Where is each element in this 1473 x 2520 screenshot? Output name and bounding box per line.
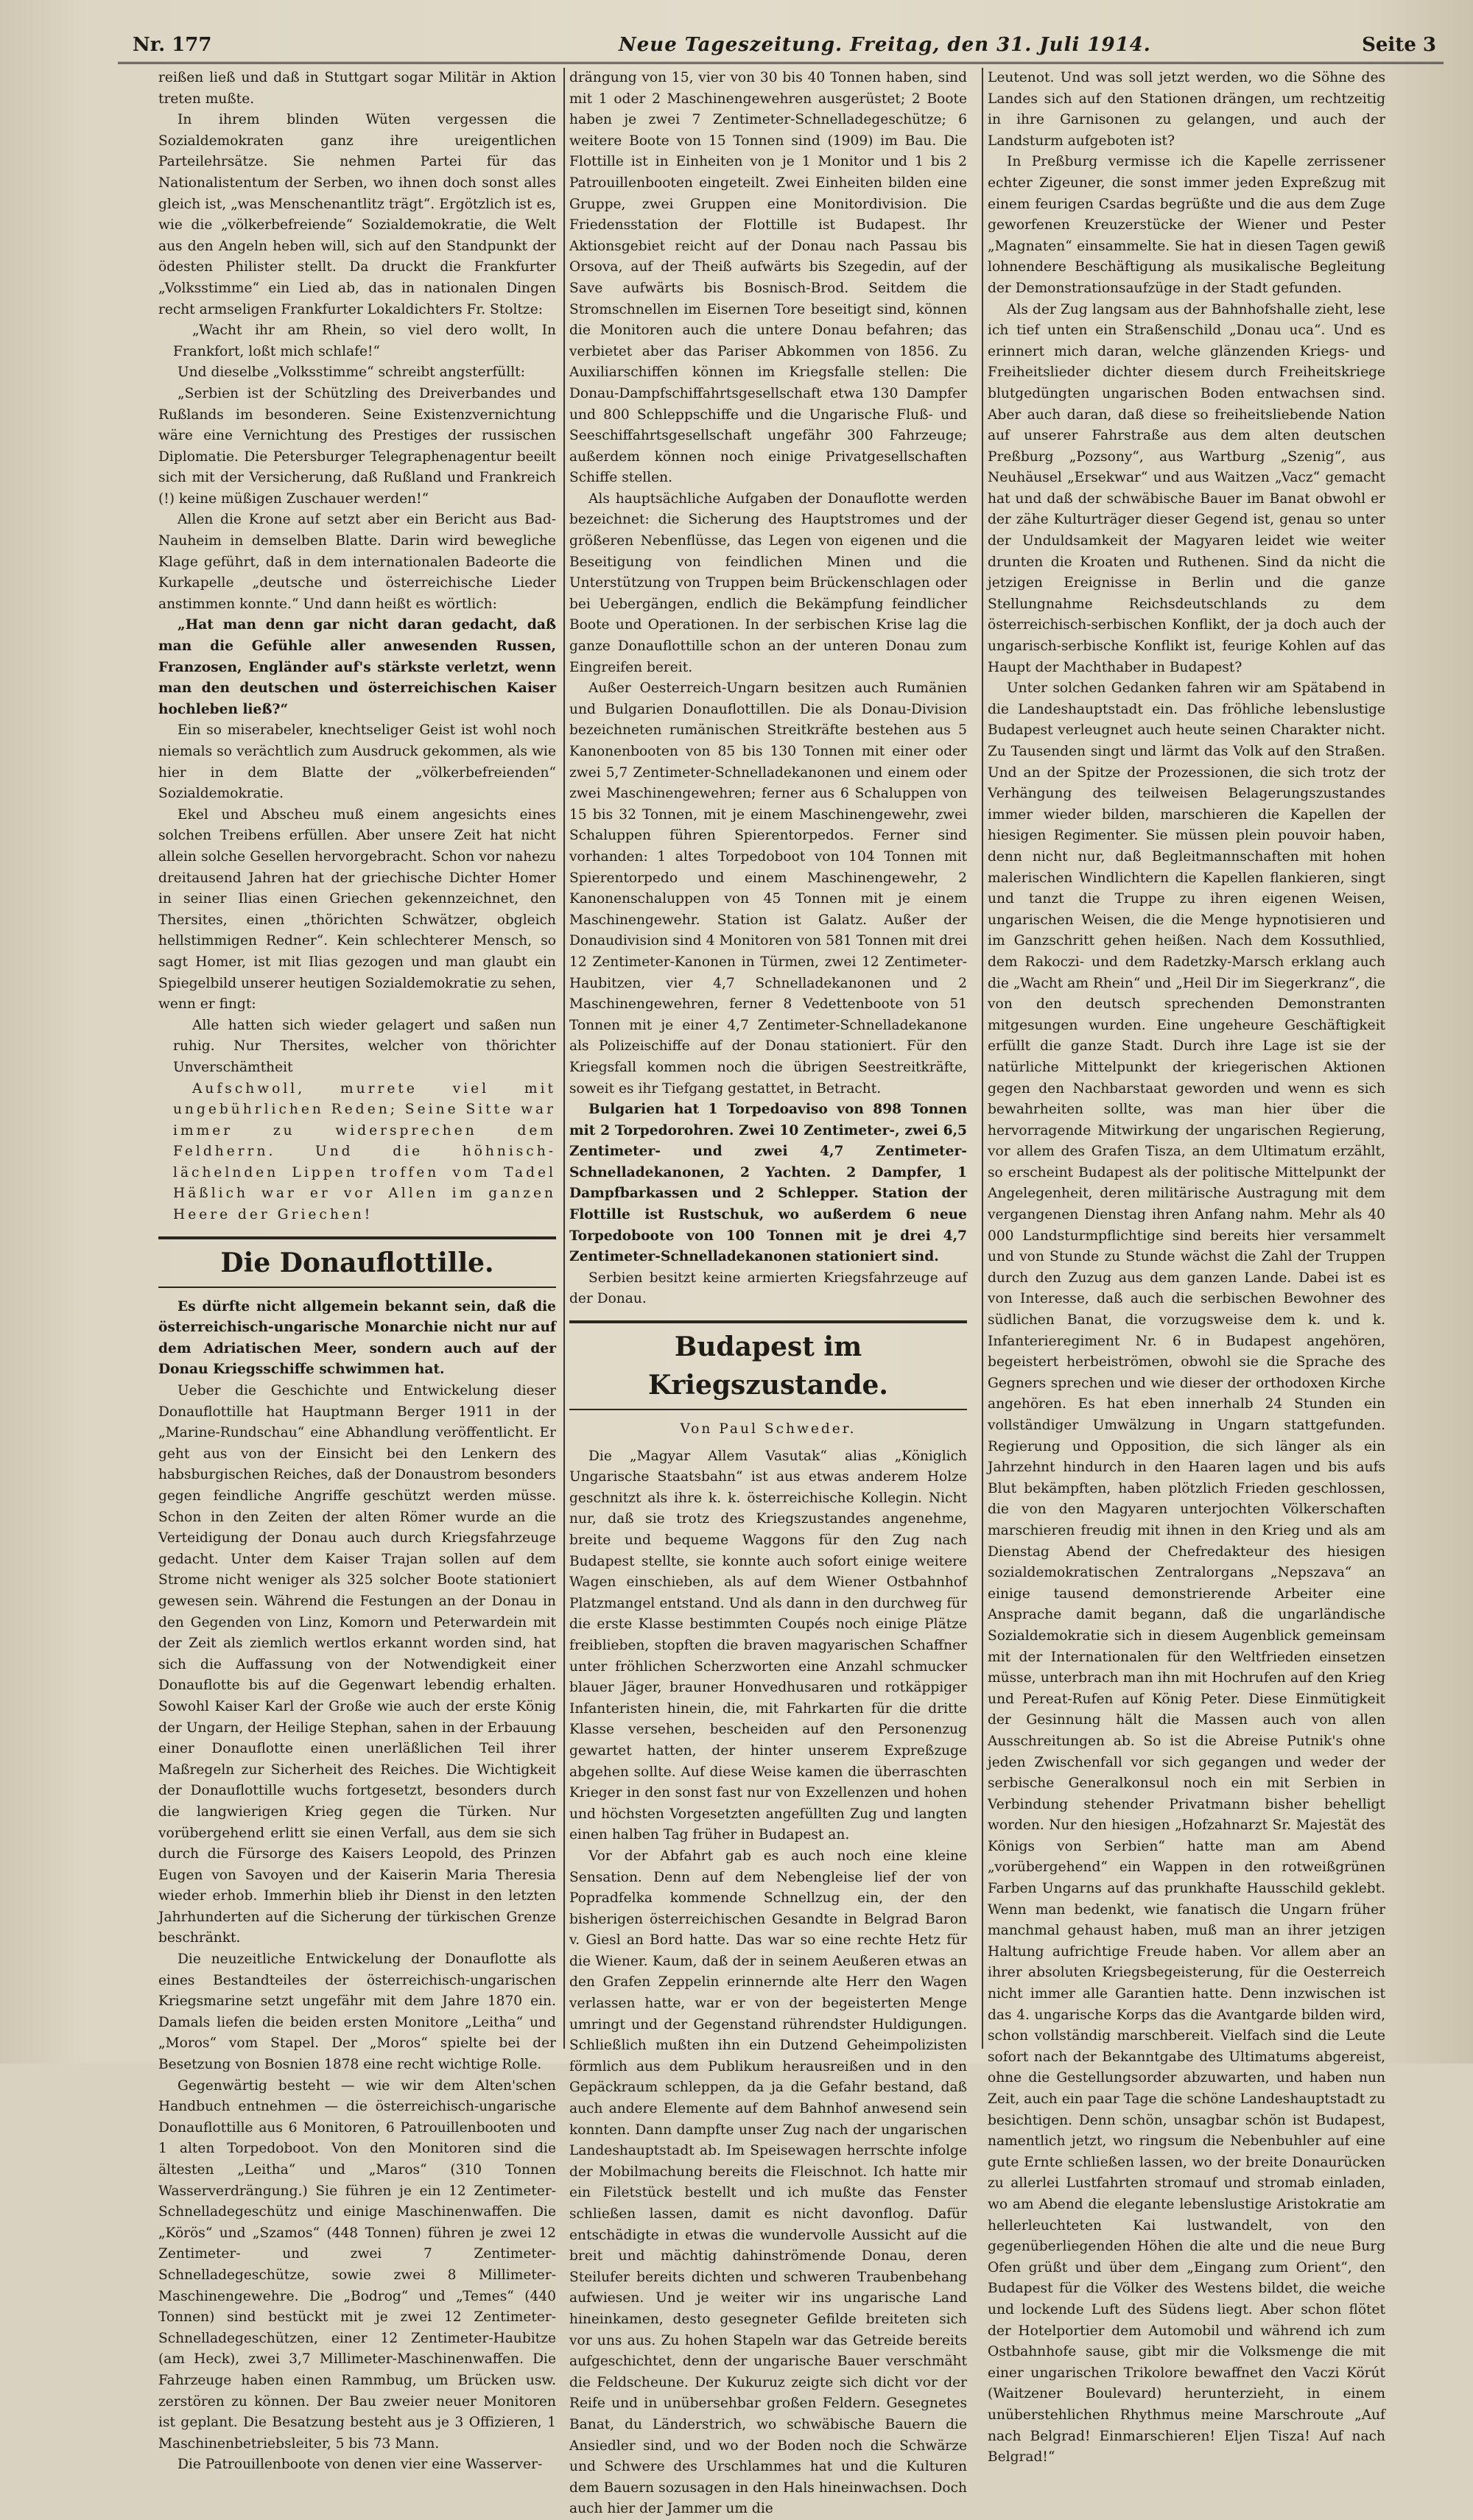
homer-verse: Aufschwoll, murrete viel mit ungebührlichen Reden; Seine Sitte war immer zu widersprechen dem Feldherrn. Und die höhnisch-lächelnden Lippen troffen vom Tadel Häßlich war er vor Allen im ganzen Heere der Griechen! (173, 1080, 556, 1223)
column-1 (158, 68, 556, 2473)
paragraph: Allen die Krone auf setzt aber ein Bericht aus Bad-Nauheim in demselben Blatte. Darin wird bewegliche Klage geführt, daß in dem internationalen Badeorte die Kurkapelle „deutsche und österreichische Lieder anstimmen konnte.“ Und dann heißt es wörtlich: (158, 512, 556, 612)
paragraph: Und dieselbe „Volksstimme“ schreibt angsterfüllt: (177, 365, 525, 381)
paragraph: Serbien besitzt keine armierten Kriegsfahrzeuge auf der Donau. (569, 1270, 967, 1307)
paragraph: In ihrem blinden Wüten vergessen die Sozialdemokraten ganz ihre ureigentlichen Parteilehrsätze. Sie nehmen Partei für das Nationalistentum der Serben, wo ihnen doch sonst alles gleich ist, „was Menschenantlitz trägt“. Ergötzlich ist es, wie die „völkerbefreiende“ Sozialdemokratie, die Welt aus den Angeln heben will, sich auf den Standpunkt der ödesten Philister stellt. Da druckt die Frankfurter „Volksstimme“ ein Lied ab, das in nationalen Dingen recht armseligen Frankfurter Lokaldichters Fr. Stoltze: (158, 112, 556, 317)
paragraph: Gegenwärtig besteht — wie wir dem Alten'schen Handbuch entnehmen — die österreichisch-ungarische Donauflottille aus 6 Monitoren, 6 Patrouillenbooten und 1 alten Torpedoboot. Von den Monitoren sind die ältesten „Leitha“ und „Maros“ (310 Tonnen Wasserverdrängung.) Sie führen je ein 12 Zentimeter-Schnelladegeschütz und einige Maschinenwaffen. Die „Körös“ und „Szamos“ (448 Tonnen) führen je zwei 12 Zentimeter- und zwei 7 Zentimeter-Schnelladegeschütze, sowie zwei 8 Millimeter-Maschinengewehre. Die „Bodrog“ und „Temes“ (440 Tonnen) sind bestückt mit je zwei 12 Zentimeter-Schnelladegeschützen, einer 12 Zentimeter-Haubitze (am Heck), zwei 3,7 Millimeter-Maschinenwaffen. Die Fahrzeuge haben einen Rammbug, um Brücken usw. zerstören zu können. Der Bau zweier neuer Monitoren ist geplant. Die Besatzung besteht aus je 3 Offizieren, 1 Maschinenbetriebsleiter, 5 bis 73 Mann. (158, 2077, 556, 2452)
column-3 (988, 68, 1385, 2466)
paragraph: drängung von 15, vier von 30 bis 40 Tonnen haben, sind mit 1 oder 2 Maschinengewehren ausgerüstet; 2 Boote haben je zwei 7 Zentimeter-Schnelladegeschütze; 6 weitere Boote von 15 Tonnen sind (1909) im Bau. Die Flottille ist in Einheiten von je 1 Monitor und 1 bis 2 Patrouillenbooten eingeteilt. Zwei Einheiten bilden eine Gruppe, zwei Gruppen eine Monitordivision. Die Friedensstation der Flottille ist Budapest. Ihr Aktionsgebiet reicht auf der Donau nach Passau bis Orsova, auf der Theiß aufwärts bis Szegedin, auf der Save aufwärts bis Bosnisch-Brod. Seitdem die Stromschnellen im Eisernen Tore beseitigt sind, können die Monitoren auch die untere Donau befahren; das verbietet aber das Pariser Abkommen von 1856. Zu Auxiliarschiffen können im Kriegsfalle stellen: Die Donau-Dampfschiffahrtsgesellschaft etwa 130 Dampfer und 800 Schleppschiffe und die Ungarische Fluß- und Seeschiffahrtsgesellschaft ungefähr 300 Fahrzeuge; außerdem können noch einige Privatgesellschaften Schiffe stellen. (569, 70, 967, 486)
paragraph: Als der Zug langsam aus der Bahnhofshalle zieht, lese ich tief unten ein Straßenschild „Donau uca“. Und es erinnert mich daran, welche glänzenden Kriegs- und Freiheitslieder dichter diesem durch Freiheitskriege blutgedüngten ungarischen Boden entwachsen sind. Aber auch daran, daß diese so freiheitsliebende Nation auf unserer Fahrstraße aus dem alten deutschen Preßburg „Pozsony“, aus Wartburg „Szenig“, aus Neuhäusel „Ersekwar“ und aus Waitzen „Vacz“ gemacht hat und daß der schwäbische Bauer im Banat obwohl er der zähe Kulturträger dieser Gegend ist, genau so unter der Unduldsamkeit der Magyaren leidet wie weiter drunten die Kroaten und Ruthenen. Sind da nicht die jetzigen Ereignisse in Berlin und die ganze Stellungnahme Reichsdeutschlands zu dem österreichisch-serbischen Konflikt, der ja doch auch der ungarisch-serbische Konflikt ist, feurige Kohlen auf das Haupt der Machthaber in Budapest? (988, 301, 1385, 675)
paragraph: Die „Magyar Allem Vasutak“ alias „Königlich Ungarische Staatsbahn“ ist aus etwas anderem Holze geschnitzt als ihre k. k. österreichische Kollegin. Nicht nur, daß sie trotz des Kriegszustandes angenehme, breite und bequeme Waggons für den Zug nach Budapest stellte, sie konnte auch sofort einige weitere Wagen einschieben, als auf dem Wiener Ostbahnhof Platzmangel entstand. Und als dann in den durchweg für die erste Klasse bestimmten Coupés noch einige Plätze freiblieben, stopften die braven magyarischen Schaffner unter fröhlichen Scherzworten eine Anzahl schmucker blauer Jäger, brauner Honvedhusaren und rotkäppiger Infanteristen hinein, die, mit Fahrkarten für die dritte Klasse versehen, bescheiden auf den Personenzug gewartet hatten, der hinter unserem Expreßzuge abgehen sollte. Auf diese Weise kamen die überraschten Krieger in den sonst fast nur von Exzellenzen und hohen und höchsten Vorgesetzten angefüllten Zug und langten einen halben Tag früher in Budapest an. (569, 1448, 967, 1843)
issue-number: Nr. 177 (133, 34, 212, 56)
paragraph: Als hauptsächliche Aufgaben der Donauflotte werden bezeichnet: die Sicherung des Hauptstromes und der größeren Nebenflüsse, das Legen von eigenen und die Beseitigung von feindlichen Minen und die Unterstützung von Truppen beim Brückenschlagen oder bei Uebergängen, endlich die Bekämpfung feindlicher Boote und Operationen. In der serbischen Krise lag die ganze Donauflottille schon an der unteren Donau zum Eingreifen bereit. (569, 490, 967, 675)
paragraph: Die neuzeitliche Entwickelung der Donauflotte als eines Bestandteiles der österreichisch-ungarischen Kriegsmarine setzt ungefähr mit dem Jahre 1870 ein. Damals liefen die beiden ersten Monitore „Leitha“ und „Moros“ vom Stapel. Der „Moros“ spielte bei der Besetzung von Bosnien 1878 eine recht wichtige Rolle. (158, 1951, 556, 2073)
paragraph: Ekel und Abscheu muß einem angesichts eines solchen Treibens erfüllen. Aber unsere Zeit hat nicht allein solche Gesellen hervorgebracht. Schon vor nahezu dreitausend Jahren hat der griechische Dichter Homer in seiner Ilias einen Griechen gekennzeichnet, den Thersites, einen „thörichten Schwätzer, obgleich hellstimmigen Redner“. Kein schlechterer Mensch, so sagt Homer, ist mit Ilias gezogen und man glaubt ein Spiegelbild unserer heutigen Sozialdemokratie zu sehen, wenn er fingt: (158, 806, 556, 1013)
page-number: Seite 3 (1362, 34, 1436, 56)
lead-paragraph: Es dürfte nicht allgemein bekannt sein, daß die österreichisch-ungarische Monarchie nicht nur auf dem Adriatischen Meer, sondern auch auf der Donau Kriegsschiffe schwimmen hat. (158, 1298, 556, 1378)
column-2 (569, 68, 967, 2517)
paragraph: In Preßburg vermisse ich die Kapelle zerrissener echter Zigeuner, die sonst immer jeden Expreßzug mit einem feurigen Csardas begrüßte und die aus dem Zuge geworfenen Kreuzerstücke der Wiener und Pester „Magnaten“ einsammelte. Sie hat in diesen Tagen gewiß lohnendere Beschäftigung als musikalische Begleitung der Demonstrationsaufzüge in der Stadt gefunden. (988, 154, 1385, 296)
article-heading-budapest: Budapest im Kriegszustande. (569, 1320, 967, 1410)
paragraph: Unter solchen Gedanken fahren wir am Spätabend in die Landeshauptstadt ein. Das fröhliche lebenslustige Budapest verleugnet auch heute seinen Charakter nicht. Zu Tausenden singt und lärmt das Volk auf den Straßen. Und an der Spitze der Prozessionen, die sich trotz der Verhängung des teilweisen Belagerungszustandes immer wieder bilden, marschieren die Kapellen der hiesigen Regimenter. Sie müssen plein pouvoir haben, denn nicht nur, daß Begleitmannschaften mit hohen malerischen Windlichtern die Kapellen flankieren, singt und tanzt die Truppe zu ihren eigenen Weisen, ungarischen Weisen, die die Menge hypnotisieren und im Ganzschritt gehen heißen. Nach dem Kossuthlied, dem Rakoczi- und dem Radetzky-Marsch erklang auch die „Wacht am Rhein“ und „Heil Dir im Siegerkranz“, die von den deutsch sprechenden Demonstranten mitgesungen wurden. Eine ungeheure Geschäftigkeit erfüllt die ganze Stadt. Durch ihre Lage ist sie der natürliche Mittelpunkt der kriegerischen Aktionen gegen den Nachbarstaat geworden und wenn es sich bewahrheiten sollte, was man hier über die hervorragende Mitwirkung der ungarischen Regierung, vor allem des Grafen Tisza, an dem Ultimatum erzählt, so erscheint Budapest als der politische Mittelpunkt der Angelegenheit, deren militärische Austragung mit dem vergangenen Dienstag ihren Anfang nahm. Mehr als 40 000 Landsturmpflichtige sind bereits hier versammelt und von Stunde zu Stunde wächst die Zahl der Truppen durch den Zuzug aus dem ganzen Lande. Dabei ist es von Interesse, daß auch die serbischen Bewohner des südlichen Banat, die vorzugsweise dem k. und k. Infanterieregiment Nr. 6 in Budapest angehören, begeistert herbeiströmen, obwohl sie die Sprache des Gegners sprechen und wie dieser der orthodoxen Kirche angehören. Es hat eben innerhalb 24 Stunden ein vollständiger Umwälzung in Ungarn stattgefunden. Regierung und Opposition, die sich länger als ein Jahrzehnt hindurch in den Haaren lagen und bis aufs Blut bekämpften, haben plötzlich Frieden geschlossen, die von den Magyaren unterjochten Völkerschaften marschieren freudig mit ihnen in den Krieg und als am Dienstag Abend der Chefredakteur des hiesigen sozialdemokratischen Zentralorgans „Nepszava“ an einige tausend demonstrierende Arbeiter eine Ansprache damit begann, daß die ungarländische Sozialdemokratie sich in diesem Augenblick gemeinsam mit der Internationalen für den Weltfrieden einsetzen müsse, unterbrach man ihn mit Hochrufen auf den Krieg und Pereat-Rufen auf König Peter. Diese Einmütigkeit der Gesinnung hält die Massen auch von allen Ausschreitungen ab. So ist die Abreise Putnik's ohne jeden Zwischenfall vor sich gegangen und weder der serbische Generalkonsul noch ein mit Serbien in Verbindung stehender Privatmann bisher behelligt worden. Nur den hiesigen „Hofzahnarzt Sr. Majestät des Königs von Serbien“ hatte man am Abend „vorübergehend“ ein Wappen in den rotweißgrünen Farben Ungarns auf das prunkhafte Hausschild geklebt. Wenn man bedenkt, wie fanatisch die Ungarn früher manchmal gehaust haben, muß man an ihrer jetzigen Haltung aufrichtige Freude haben. Vor allem aber an ihrer absoluten Kriegsbegeisterung, für die Oesterreich nicht immer alle Garantien hatte. Denn inzwischen ist das 4. ungarische Korps das die Avantgarde bilden wird, schon vollständig marschbereit. Vielfach sind die Leute sofort nach der Bekanntgabe des Ultimatums abgereist, ohne die Gestellungsorder abzuwarten, und haben nun Zeit, auch ein paar Tage die schöne Landeshauptstadt zu besichtigen. Denn schön, unsagbar schön ist Budapest, namentlich jetzt, wo ringsum die Nebenbuhler auf eine gute Ernte schließen lassen, wo der breite Donaurücken zu allerlei Lustfahrten stromauf und stromab einladen, wo am Abend die elegante lebenslustige Aristokratie am hellerleuchteten Kai lustwandelt, von den gegenüberliegenden Höhen die alte und die neue Burg Ofen grüßt und über dem „Eingang zum Orient“, den Budapest für die Völker des Westens bildet, die weiche und lockende Luft des Südens liegt. Aber schon flötet der Hotelportier dem Automobil und während ich zum Ostbahnhofe sause, gibt mir die Volksmenge die mit einer ungarischen Trikolore bewaffnet den Vaczi Körút (Waitzener Boulevard) herunterzieht, in einem unüberstehlichen Rhythmus meine Marschroute „Auf nach Belgrad! Einmarschieren! Eljen Tisza! Auf nach Belgrad!“ (988, 680, 1385, 2466)
article-heading-donauflottille: Die Donauflottille. (158, 1236, 556, 1288)
paragraph: Bulgarien hat 1 Torpedoaviso von 898 Tonnen mit 2 Torpedorohren. Zwei 10 Zentimeter-, zwei 6,5 Zentimeter- und zwei 4,7 Zentimeter-Schnelladekanonen, 2 Yachten. 2 Dampfer, 1 Dampfbarkassen und 2 Schlepper. Station der Flottille ist Rustschuk, wo außerdem 6 neue Torpedoboote von 100 Tonnen mit je drei 4,7 Zentimeter-Schnelladekanonen stationiert sind. (569, 1102, 967, 1265)
quoted-paragraph: „Serbien ist der Schützling des Dreiverbandes und Rußlands im besonderen. Seine Existenzvernichtung wäre eine Vernichtung des Prestiges der russischen Diplomatie. Die Petersburger Telegraphenagentur beeilt sich mit der Versicherung, daß Rußland und Frankreich (!) keine müßigen Zuschauer werden!“ (158, 385, 556, 507)
masthead (118, 32, 1444, 64)
paragraph: reißen ließ und daß in Stuttgart sogar Militär in Aktion treten mußte. (158, 70, 556, 107)
newspaper-title-date: Neue Tageszeitung. Freitag, den 31. Juli 1914. (619, 34, 1151, 56)
homer-verse: Alle hatten sich wieder gelagert und saßen nun ruhig. Nur Thersites, welcher von thörichter Unverschämtheit (173, 1017, 556, 1075)
paragraph: Ein so miserabeler, knechtseliger Geist ist wohl noch niemals so verächtlich zum Ausdruck gekommen, als wie hier in dem Blatte der „völkerbefreienden“ Sozialdemokratie. (158, 722, 556, 802)
quoted-paragraph: „Hat man denn gar nicht daran gedacht, daß man die Gefühle aller anwesenden Russen, Franzosen, Engländer auf's stärkste verletzt, wenn man den deutschen und österreichischen Kaiser hochleben ließ?“ (158, 617, 556, 717)
column-rule-1 (563, 68, 565, 2049)
quoted-verse: „Wacht ihr am Rhein, so viel dero wollt, In Frankfort, loßt mich schlafe!“ (173, 323, 556, 359)
paragraph: Außer Oesterreich-Ungarn besitzen auch Rumänien und Bulgarien Donauflottillen. Die als Donau-Division bezeichneten rumänischen Streitkräfte bestehen aus 5 Kanonenbooten von 85 bis 130 Tonnen mit einer oder zwei 5,7 Zentimeter-Schnelladekanonen und einem oder zwei Maschinengewehren; ferner aus 6 Schaluppen von 15 bis 32 Tonnen, mit je einem Maschinengewehr, zwei Schaluppen führen Spierentorpedos. Ferner sind vorhanden: 1 altes Torpedoboot von 104 Tonnen mit Spierentorpedo und einem Maschinengewehr, 2 Kanonenschaluppen von 45 Tonnen mit je einem Maschinengewehr. Station ist Galatz. Außer der Donaudivision sind 4 Monitoren von 581 Tonnen mit drei 12 Zentimeter-Kanonen in Türmen, zwei 12 Zentimeter-Haubitzen, vier 4,7 Schnelladekanonen und 2 Maschinengewehren, ferner 8 Vedettenboote von 51 Tonnen mit je einer 4,7 Zentimeter-Schnelladekanone als Polizeischiffe auf der Donau stationiert. Für den Kriegsfall kommen noch die übrigen Seestreitkräfte, soweit es ihr Tiefgang gestattet, in Betracht. (569, 680, 967, 1097)
paragraph: Die Patrouillenboote von denen vier eine Wasserver- (177, 2457, 543, 2473)
paragraph: Leutenot. Und was soll jetzt werden, wo die Söhne des Landes sich auf den Stationen drängen, um rechtzeitig in ihre Garnisonen zu gelangen, und auch der Landsturm aufgeboten ist? (988, 70, 1385, 149)
paragraph: Ueber die Geschichte und Entwickelung dieser Donauflottille hat Hauptmann Berger 1911 in der „Marine-Rundschau“ eine Abhandlung veröffentlicht. Er geht aus von der Einsicht bei den Lenkern des habsburgischen Reiches, daß der Donaustrom besonders gegen feindliche Angriffe geschützt werden müsse. Schon in den Zeiten der alten Römer wurde an die Verteidigung der Donau auch durch Kriegsfahrzeuge gedacht. Unter dem Kaiser Trajan sollen auf dem Strome nicht weniger als 325 solcher Boote stationiert gewesen sein. Während die Festungen an der Donau in den Gegenden von Linz, Komorn und Peterwardein mit der Zeit als ziemlich wertlos erkannt worden sind, hat sich die Auffassung von der Notwendigkeit einer Donauflotte bis auf die Gegenwart lebendig erhalten. Sowohl Kaiser Karl der Große wie auch der erste König der Ungarn, der Heilige Stephan, sahen in der Erbauung einer Donauflotte einen unerläßlichen Teil ihrer Maßregeln zur Sicherheit des Reiches. Die Wichtigkeit der Donauflottille wuchs fortgesetzt, besonders durch die langwierigen Krieg gegen die Türken. Nur vorübergehend erlitt sie einen Verfall, aus dem sie sich durch die Fürsorge des Kaisers Leopold, des Prinzen Eugen von Savoyen und der Kaiserin Maria Theresia wieder erhob. Immerhin blieb ihr Dienst in den letzten Jahrhunderten auf die Sicherung der türkischen Grenze beschränkt. (158, 1383, 556, 1946)
paragraph: Vor der Abfahrt gab es auch noch eine kleine Sensation. Denn auf dem Nebengleise lief der von Popradfelka kommende Schnellzug ein, der den bisherigen österreichischen Gesandte in Belgrad Baron v. Giesl an Bord hatte. Das war so eine rechte Hetz für die Wiener. Kaum, daß der in seinem Aeußeren etwas an den Grafen Zeppelin erinnernde alte Herr den Wagen verlassen hatte, war er von der begeisterten Menge umringt und der Gegenstand rührendster Huldigungen. Schließlich mußten ihn ein Dutzend Geheimpolizisten förmlich aus dem Publikum herausreißen und in den Gepäckraum schleppen, da ja die Gefahr bestand, daß auch andere Elemente auf dem Bahnhof anwesend sein konnten. Dann dampfte unser Zug nach der ungarischen Landeshauptstadt ab. Im Speisewagen herrschte infolge der Mobilmachung bereits die Fleischnot. Ich hatte mir ein Filetstück bestellt und ich mußte das Fenster schließen lassen, damit es nicht davonflog. Dafür entschädigte in etwas die wundervolle Aussicht auf die breit und mächtig dahinströmende Donau, deren Steilufer bereits dichten und schweren Traubenbehang aufwiesen. Und je weiter wir ins ungarische Land hineinkamen, desto gesegneter Gefilde breiteten sich vor uns aus. Zu hohen Stapeln war das Getreide bereits aufgeschichtet, denn der ungarische Bauer verschmäht die Feldscheune. Der Kukuruz zeigte sich dicht vor der Reife und in unübersehbar großen Feldern. Gesegnetes Banat, du Länderstrich, wo schwäbische Bauern die Ansiedler sind, und wo der Boden noch die Schwärze und Schwere des Urschlammes hat und die Kulturen dem Bauern sozusagen in den Hals hineinwachsen. Doch auch hier der Jammer um die (569, 1848, 967, 2517)
column-rule-2 (982, 68, 983, 2049)
byline: Von Paul Schweder. (680, 1421, 857, 1437)
